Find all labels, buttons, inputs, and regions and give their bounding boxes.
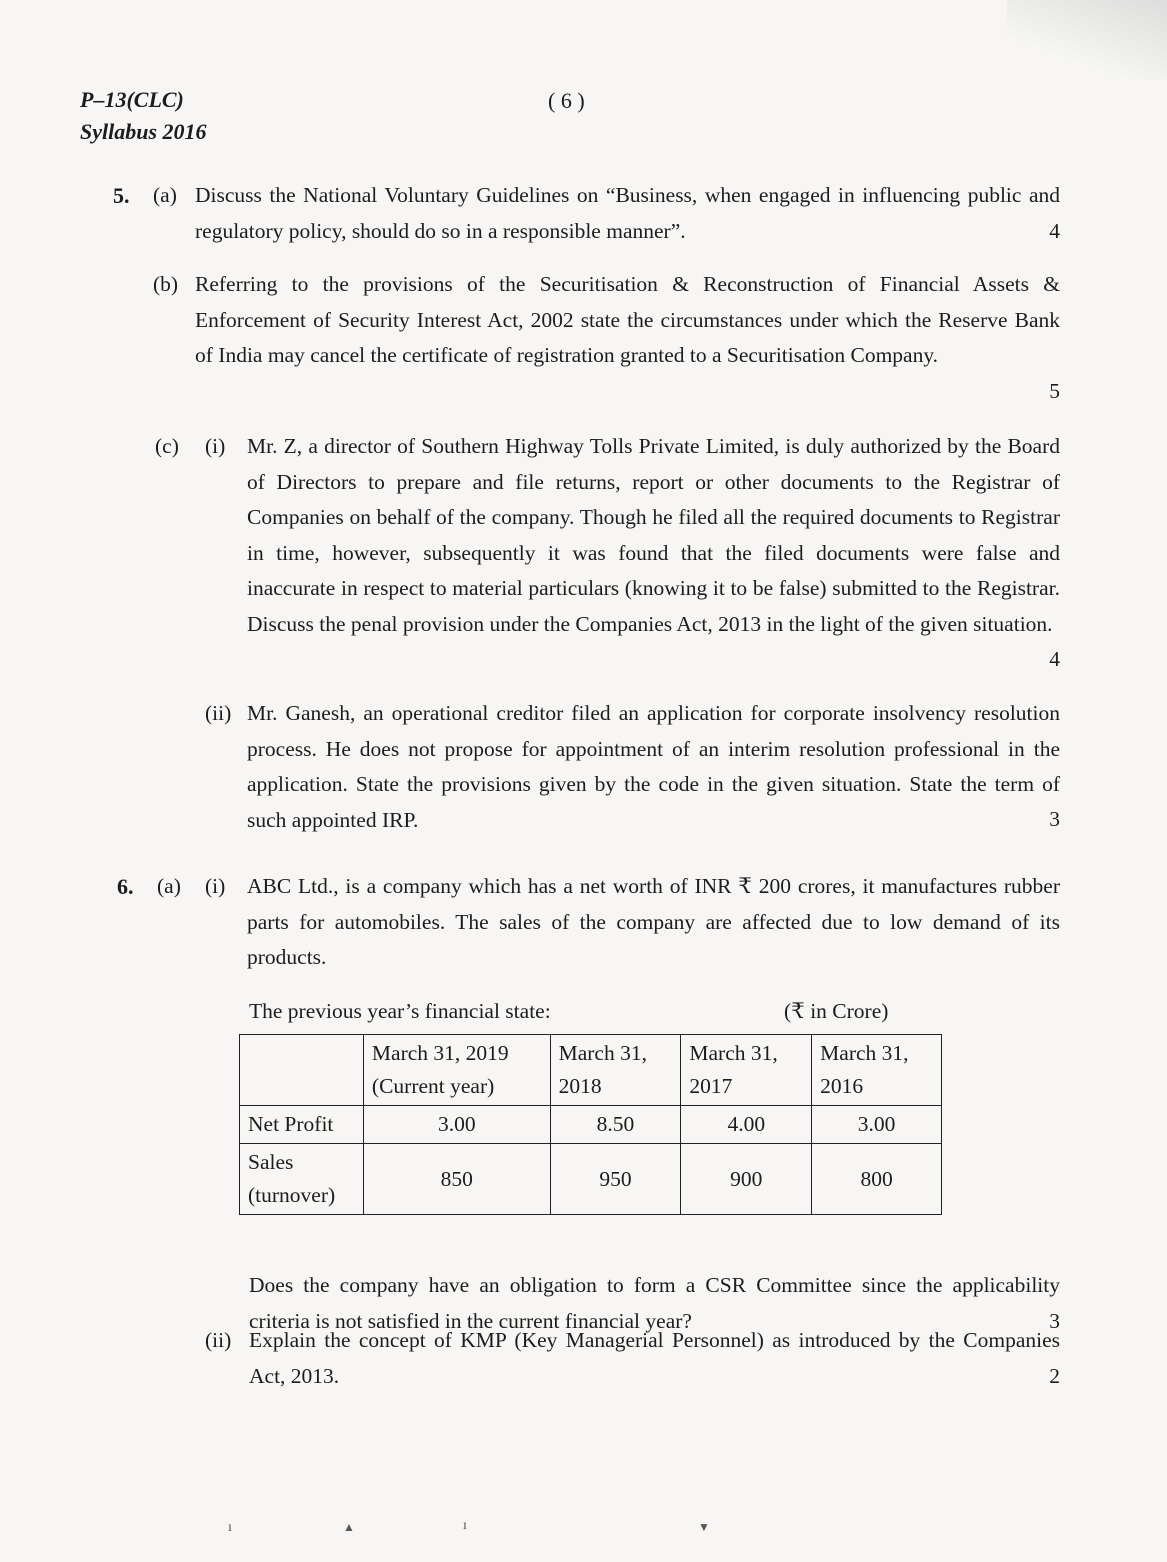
q5b-marks: 5 <box>1049 379 1060 403</box>
q6a-i-question: Does the company have an obligation to form a CSR Committee since the applicability criteria is not satisfied in the current financial year? <box>249 1273 1060 1333</box>
table-header-row <box>240 1035 942 1106</box>
table-corner-cell <box>240 1035 364 1106</box>
q5c-i-label: (i) <box>205 434 226 458</box>
table-unit: (₹ in Crore) <box>784 999 889 1023</box>
q6a-i-text: ABC Ltd., is a company which has a net worth of INR ₹ 200 crores, it manufactures rubber parts for automobiles. The sales of the company are affected due to low demand of its products. <box>247 874 1060 969</box>
header-line: 2016 <box>820 1074 864 1098</box>
q6a-ii-marks: 2 <box>1049 1364 1060 1388</box>
q5c-label: (c) <box>155 434 179 458</box>
table-cell: 3.00 <box>812 1106 942 1144</box>
q6a-i-marks: 3 <box>1049 1309 1060 1333</box>
header-line: (Current year) <box>371 1074 495 1098</box>
table-intro: The previous year’s financial state: <box>249 999 551 1023</box>
financial-table <box>239 1034 942 1215</box>
table-cell: 850 <box>363 1144 550 1215</box>
table-header-cell <box>550 1035 681 1106</box>
table-header-cell <box>681 1035 812 1106</box>
q6a-i-label: (i) <box>205 874 226 898</box>
table-cell: 4.00 <box>681 1106 812 1144</box>
q6a-label: (a) <box>157 874 181 898</box>
q5c-ii-text: Mr. Ganesh, an operational creditor filed an application for corporate insolvency resolution process. He does not propose for appointment of an interim resolution professional in the application. State the provisions given by the code in the given situation. State the term of such appointed IRP. <box>247 701 1060 832</box>
q5c-i-marks: 4 <box>1049 647 1060 671</box>
q5a-text: Discuss the National Voluntary Guidelines on “Business, when engaged in influencing public and regulatory policy, should do so in a responsible manner”. <box>195 183 1060 243</box>
q6a-ii-label: (ii) <box>205 1328 232 1352</box>
scan-speck: ı <box>228 1520 232 1535</box>
q5c-ii-label: (ii) <box>205 701 232 725</box>
q5b-label: (b) <box>153 272 179 296</box>
table-cell: 800 <box>812 1144 942 1215</box>
q5a-marks: 4 <box>1049 219 1060 243</box>
scan-speck: ▼ <box>698 1520 710 1534</box>
header-line: March 31, <box>820 1041 909 1065</box>
question-number-5: 5. <box>113 183 130 208</box>
row-label-cell <box>240 1144 364 1215</box>
table-cell: 950 <box>550 1144 681 1215</box>
table-cell: 3.00 <box>363 1106 550 1144</box>
row-label-cell <box>240 1106 364 1144</box>
q6a-ii-text: Explain the concept of KMP (Key Managerial Personnel) as introduced by the Companies Act, 2013. <box>249 1328 1060 1388</box>
row-label: Net Profit <box>248 1112 334 1136</box>
paper-code: P–13(CLC) <box>80 87 184 112</box>
q5a-label: (a) <box>153 183 177 207</box>
syllabus-label: Syllabus 2016 <box>80 119 207 144</box>
header-line: March 31, <box>689 1041 778 1065</box>
scan-speck: ı <box>463 1518 467 1533</box>
q5b-text: Referring to the provisions of the Securitisation & Reconstruction of Financial Assets & Enforcement of Security Interest Act, 2002 state the circumstances under which the Reserve Bank of India may cancel the certificate of registration granted to a Securitisation Company. <box>195 272 1060 367</box>
row-label: (turnover) <box>248 1183 336 1207</box>
scan-speck: ▲ <box>343 1520 355 1534</box>
q5c-i-text: Mr. Z, a director of Southern Highway Tolls Private Limited, is duly authorized by the Board of Directors to prepare and file returns, report or other documents to the Registrar of Companies on behalf of the company. Though he filed all the required documents to Registrar in time, however, subsequently it was found that the filed documents were false and inaccurate in respect to material particulars (knowing it to be false) submitted to the Registrar. Discuss the penal provision under the Companies Act, 2013 in the light of the given situation. <box>247 434 1060 636</box>
header-line: March 31, 2019 <box>371 1041 509 1065</box>
table-cell: 900 <box>681 1144 812 1215</box>
header-line: 2018 <box>558 1074 602 1098</box>
q5c-ii-marks: 3 <box>1049 807 1060 831</box>
header-line: 2017 <box>689 1074 733 1098</box>
row-label: Sales <box>248 1150 294 1174</box>
question-number-6: 6. <box>117 874 134 899</box>
table-header-cell <box>363 1035 550 1106</box>
scan-shadow <box>1007 0 1167 80</box>
table-row <box>240 1106 942 1144</box>
table-cell: 8.50 <box>550 1106 681 1144</box>
header-line: March 31, <box>558 1041 647 1065</box>
table-header-cell <box>812 1035 942 1106</box>
page-number: ( 6 ) <box>548 88 585 113</box>
table-row <box>240 1144 942 1215</box>
